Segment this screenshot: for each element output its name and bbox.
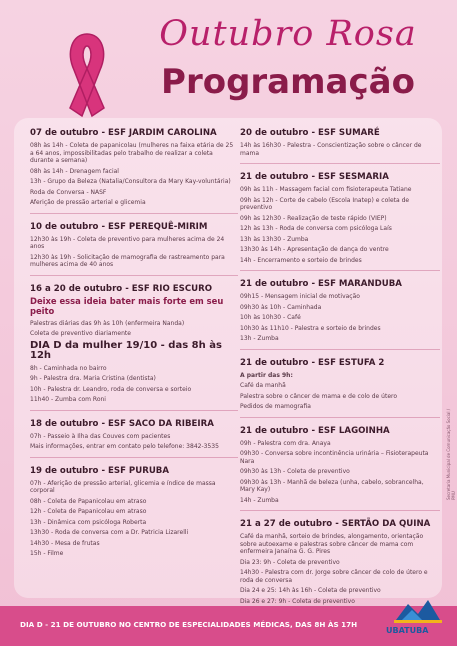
schedule-line: 08h às 14h - Coleta de papanicolau (mulheres na faixa etária de 25 a 64 anos, impossibilitadas pelo trabalho de realizar a coleta durante a semana) [30, 142, 234, 164]
section-title: 20 de outubro - ESF SUMARÉ [240, 128, 380, 138]
day-d-title: DIA D da mulher 19/10 - das 8h às 12h [30, 339, 222, 361]
schedule-line: 09h30 às 10h - Caminhada [240, 303, 322, 311]
schedule-line: 14h30 - Mesa de frutas [30, 539, 100, 547]
schedule-line: Café da manhã, sorteio de brindes, alongamento, orientação sobre autoexame e palestras sobre câncer de mama com enfermeira Janaína G. G. Pires [240, 533, 424, 555]
title-script: Outubro Rosa [159, 14, 417, 54]
divider [240, 163, 440, 164]
section-title: 21 de outubro - ESF LAGOINHA [240, 425, 390, 436]
schedule-line: 10h30 às 11h10 - Palestra e sorteio de brindes [240, 324, 381, 332]
schedule-line: 13h30 às 14h - Apresentação de dança do ventre [240, 246, 389, 253]
divider [30, 457, 238, 458]
schedule-line: 07h - Passeio à Ilha das Couves com pacientes [30, 432, 171, 440]
right-column [240, 128, 440, 611]
section-lagoinha [240, 426, 440, 505]
section-title: 10 de outubro - ESF PEREQUÊ-MIRIM [30, 221, 208, 232]
footer-text: DIA D - 21 DE OUTUBRO NO CENTRO DE ESPECIALIDADES MÉDICAS, DAS 8H ÀS 17H [20, 620, 358, 629]
section-puruba [30, 466, 238, 558]
schedule-line: 13h - Grupo da Beleza (Natalia/Consultora da Mary Kay-voluntária) [30, 178, 231, 185]
section-title: 07 de outubro - ESF JARDIM CAROLINA [30, 128, 217, 138]
section-title: 21 a 27 de outubro - SERTÃO DA QUINA [240, 519, 431, 529]
schedule-line: 08h às 14h - Drenagem facial [30, 167, 119, 175]
divider [30, 410, 238, 411]
schedule-line: 9h - Palestra dra. Maria Cristina (dentista) [30, 375, 156, 382]
left-column [30, 128, 238, 564]
schedule-line: 13h às 13h30 - Zumba [240, 235, 309, 243]
schedule-line: Dia 23: 9h - Coleta de preventivo [240, 558, 340, 566]
schedule-line: 13h30 - Roda de conversa com a Dr. Patricia Lizarelli [30, 529, 189, 536]
section-pereque-mirim [30, 222, 238, 269]
schedule-line: 09h30 às 13h - Coleta de preventivo [240, 468, 350, 475]
schedule-line: 14h às 16h30 - Palestra - Conscientização sobre o câncer de mama [240, 142, 422, 157]
section-jardim-carolina [30, 128, 238, 207]
schedule-line: 09h15 - Mensagem inicial de motivação [240, 293, 360, 300]
schedule-line: 07h - Aferição de pressão arterial, glicemia e índice de massa corporal [30, 479, 216, 494]
schedule-line: Palestras diárias das 9h às 10h (enfermeira Nanda) [30, 319, 185, 327]
schedule-line: 09h às 11h - Massagem facial com fisioterapeuta Tatiane [240, 186, 412, 193]
schedule-line: 10h - Palestra dr. Leandro, roda de conversa e sorteio [30, 385, 192, 393]
divider [30, 213, 238, 214]
section-saco-da-ribeira [30, 419, 238, 451]
schedule-line: 12h30 às 19h - Solicitação de mamografia de rastreamento para mulheres acima de 40 anos [30, 253, 225, 268]
schedule-line: Café da manhã [240, 382, 286, 389]
divider [240, 349, 440, 350]
schedule-line: Dia 24 e 25: 14h às 16h - Coleta de preventivo [240, 587, 381, 594]
schedule-line: 10h às 10h30 - Café [240, 314, 301, 321]
section-sesmaria [240, 172, 440, 264]
schedule-line: 11h40 - Zumba com Roni [30, 396, 106, 403]
schedule-line: 13h - Zumba [240, 335, 279, 342]
section-title: 21 de outubro - ESF ESTUFA 2 [240, 357, 385, 368]
divider [240, 510, 440, 511]
schedule-line: 09h às 12h - Corte de cabelo (Escola Inatep) e coleta de preventivo [240, 196, 410, 211]
schedule-line: 09h30 às 13h - Manhã de beleza (unha, cabelo, sobrancelha, Mary Kay) [240, 478, 424, 493]
divider [30, 275, 238, 276]
section-title: 18 de outubro - ESF SACO DA RIBEIRA [30, 418, 214, 429]
schedule-line: 14h - Zumba [240, 496, 279, 504]
schedule-line: 12h30 às 19h - Coleta de preventivo para mulheres acima de 24 anos [30, 235, 225, 250]
schedule-line: A partir das 9h: [240, 371, 293, 379]
schedule-line: 15h - Filme [30, 550, 64, 557]
credit-note: Secretaria Municipal de Comunicação Social / PMU [446, 408, 456, 500]
divider [240, 417, 440, 418]
schedule-line: Aferição de pressão arterial e glicemia [30, 199, 146, 206]
schedule-line: 09h às 12h30 - Realização de teste rápido (VIEP) [240, 214, 387, 222]
section-estufa-2 [240, 358, 440, 411]
section-title: 16 a 20 de outubro - ESF RIO ESCURO [30, 283, 213, 294]
schedule-line: Palestra sobre o câncer de mama e de colo de útero [240, 392, 398, 400]
divider [240, 270, 440, 271]
schedule-line: 08h - Coleta de Papanicolau em atraso [30, 497, 147, 505]
schedule-line: 12h às 13h - Roda de conversa com psicóloga Laís [240, 225, 392, 232]
schedule-line: Dia 26 e 27: 9h - Coleta de preventivo [240, 597, 355, 605]
section-maranduba [240, 279, 440, 343]
section-title: 19 de outubro - ESF PURUBA [30, 465, 170, 476]
schedule-line: 09h - Palestra com dra. Anaya [240, 439, 331, 447]
page-title: Programação [161, 62, 415, 102]
schedule-line: 13h - Dinâmica com psicóloga Roberta [30, 518, 147, 526]
schedule-line: 14h - Encerramento e sorteio de brindes [240, 256, 362, 264]
logo-text: UBATUBA [386, 626, 429, 635]
ubatuba-logo-icon [388, 590, 446, 630]
schedule-line: 12h - Coleta de Papanicolau em atraso [30, 508, 147, 515]
schedule-line: Pedidos de mamografia [240, 403, 311, 410]
schedule-line: 8h - Caminhada no bairro [30, 364, 107, 372]
section-tagline: Deixe essa ideia bater mais forte em seu peito [30, 295, 224, 316]
section-title: 21 de outubro - ESF SESMARIA [240, 172, 389, 182]
section-title: 21 de outubro - ESF MARANDUBA [240, 279, 402, 289]
section-rio-escuro [30, 284, 238, 404]
schedule-line: 14h30 - Palestra com dr. Jorge sobre câncer de colo de útero e roda de conversa [240, 569, 428, 584]
schedule-line: 09h30 - Conversa sobre incontinência urinária – Fisioterapeuta Nara [240, 450, 429, 465]
schedule-line: Roda de Conversa - NASF [30, 188, 107, 196]
schedule-line: Coleta de preventivo diariamente [30, 330, 131, 337]
section-sumare [240, 128, 440, 157]
schedule-line: Mais informações, entrar em contato pelo telefone: 3842-3535 [30, 443, 219, 450]
